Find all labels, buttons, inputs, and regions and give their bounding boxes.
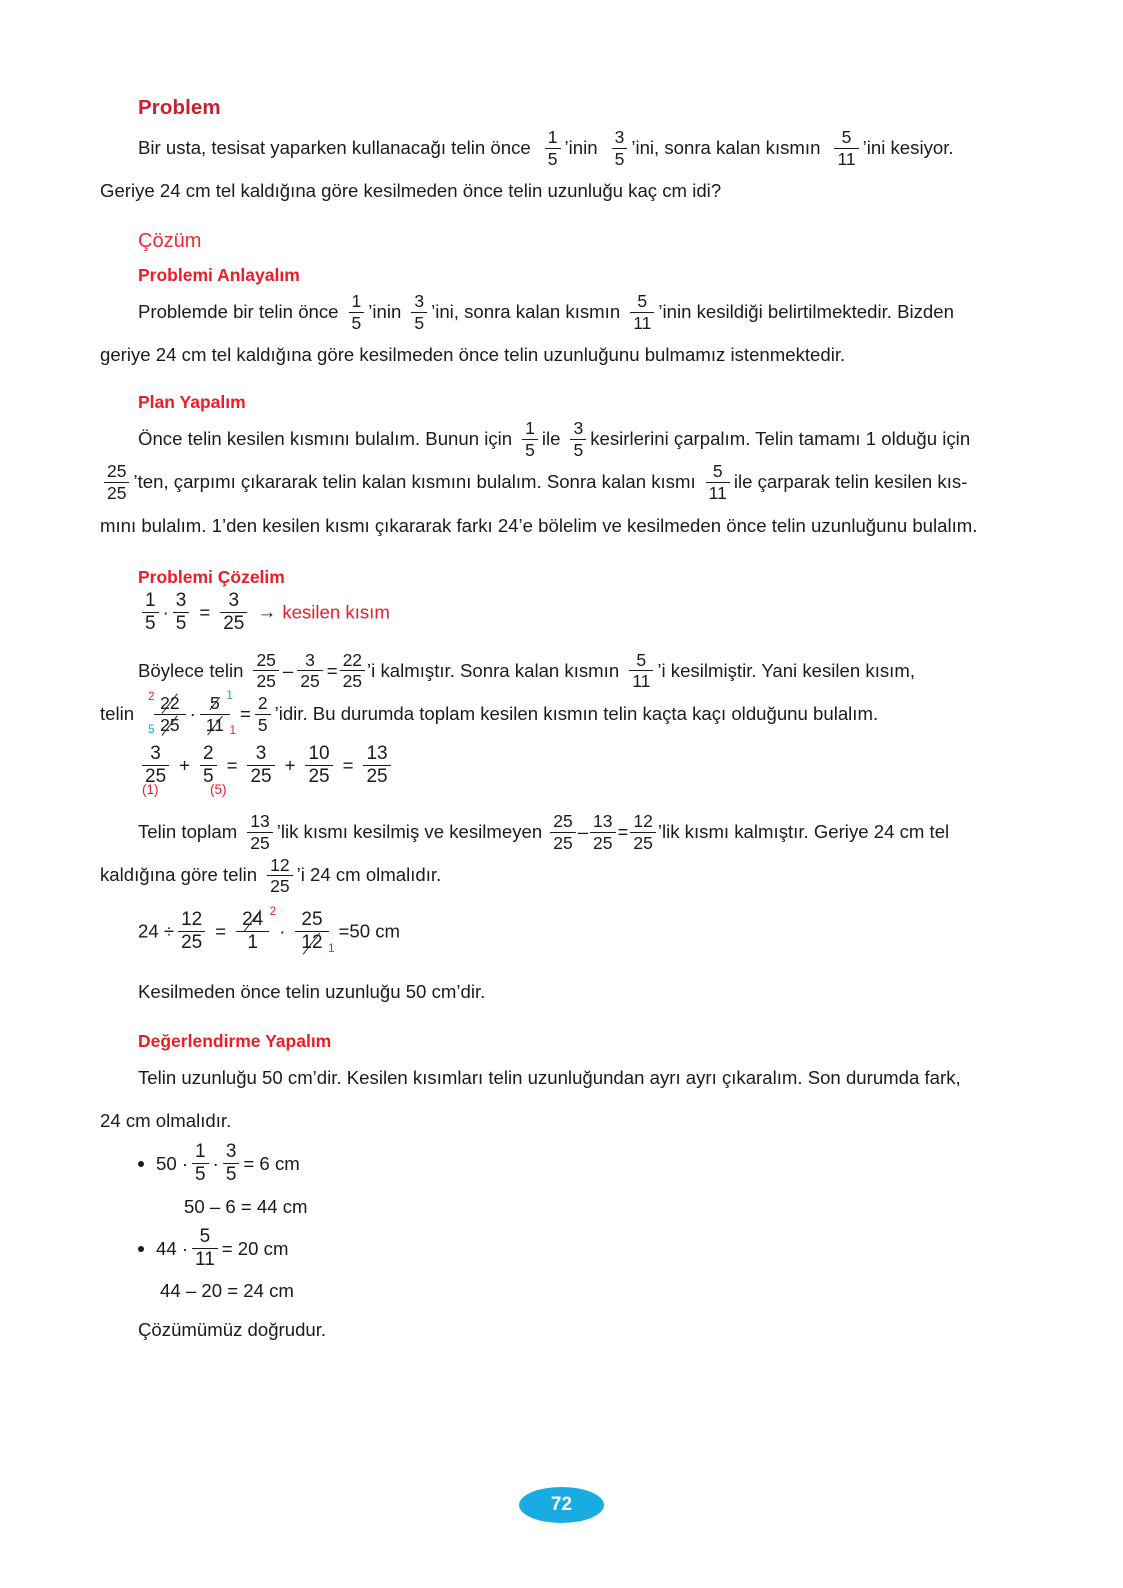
solution-heading: Çözüm [138, 230, 202, 253]
understand-paragraph [100, 290, 1012, 376]
evaluate-heading: Değerlendirme Yapalım [138, 1030, 332, 1051]
evaluate-final-text: Çözümümüz doğrudur. [138, 1319, 327, 1341]
problem-text-b: ’inin [564, 137, 598, 158]
eq3-text-b: ’idir. Bu durumda toplam kesilen kısmın telin kaçta kaçı olduğunu bulalım. [274, 702, 879, 724]
fraction-5-11: $\frac{5}{11}$ [192, 1227, 218, 1270]
fraction-3-5: $\frac{3}{5}$ [173, 591, 190, 634]
operator-multiply: · [212, 1152, 219, 1174]
fraction-10-25: $\frac{10}{25}$ [305, 744, 332, 787]
eq5-text-b: ’lik kısmı kesilmiş ve kesilmeyen [276, 821, 543, 843]
fraction-1-5: $\frac{1}{5}$ [192, 1142, 209, 1185]
fraction-5-11: $\frac{5}{11}$ [834, 128, 858, 168]
problem-text-c: ’ini, sonra kalan kısmın [631, 137, 821, 158]
page-number-badge [519, 1487, 604, 1523]
eq3-text-a: telin [100, 702, 135, 724]
fraction-12-25: $\frac{12}{25}$ [267, 856, 292, 896]
plan-text-b: ile [541, 428, 561, 450]
fraction-13-25: $\frac{13}{25}$ [363, 744, 390, 787]
bullet1-tail: = 6 cm [243, 1152, 300, 1174]
evaluate-text-a: Telin uzunluğu 50 cm’dir. Kesilen kısımları telin uzunluğundan ayrı ayrı çıkaralım. Son durumda fark, [138, 1066, 961, 1088]
fraction-3-25: $\frac{3}{25}$ [247, 744, 274, 787]
arrow-icon: → [257, 602, 277, 624]
operator-minus: – [577, 821, 589, 843]
equation-1-label: kesilen kısım [282, 601, 390, 623]
fraction-3-5: $\frac{3}{5}$ [223, 1142, 240, 1185]
understand-heading: Problemi Anlayalım [138, 265, 300, 286]
operator-minus: – [282, 659, 294, 681]
understand-text-d: ’inin kesildiği belirtilmektedir. Bizden [658, 301, 954, 323]
understand-text-e: geriye 24 cm tel kaldığına göre kesilmeden önce telin uzunluğunu bulmamız istenmektedir. [100, 344, 846, 366]
list-item [138, 1227, 1012, 1272]
cancelled-24: 24 [242, 908, 264, 930]
fraction-3-5: $\frac{3}{5}$ [570, 419, 586, 459]
eq2-text-b: ’i kalmıştır. Sonra kalan kısmın [367, 659, 620, 681]
plan-text-f: mını bulalım. 1’den kesilen kısmı çıkararak farkı 24’e bölelim ve kesilmeden önce telin uzunluğunu bulalım. [100, 514, 978, 536]
fraction-3-5: $\frac{3}{5}$ [411, 292, 427, 332]
fraction-3-25: $\frac{3}{25}$ [220, 591, 247, 634]
page-content [100, 96, 1012, 1349]
equals-sign: = [326, 659, 338, 681]
fraction-22-25: $\frac{22}{25}$ [340, 651, 365, 691]
fraction-13-25: $\frac{13}{25}$ [247, 812, 272, 852]
equals-sign: = [199, 601, 211, 623]
evaluate-subline-1: 50 – 6 = 44 cm [184, 1195, 308, 1217]
understand-text-a: Problemde bir telin önce [138, 301, 339, 323]
cancel-mark-num: 1 [226, 690, 233, 702]
plan-text-a: Önce telin kesilen kısmını bulalım. Bunun için [138, 428, 513, 450]
problem-text-e: Geriye 24 cm tel kaldığına göre kesilmeden önce telin uzunluğu kaç cm idi? [100, 180, 722, 202]
bullet-icon [138, 1161, 144, 1167]
equals-sign: = [342, 754, 354, 776]
evaluate-bullet-list [100, 1142, 1012, 1187]
evaluate-final [100, 1311, 1012, 1349]
understand-text-c: ’ini, sonra kalan kısmın [431, 301, 621, 323]
fraction-3-25: $\frac{3}{25}$ [142, 744, 169, 787]
bullet2-lead: 44 · [156, 1237, 189, 1259]
fraction-5-11: $\frac{5}{11}$ [706, 462, 730, 502]
plan-text-c: kesirlerini çarpalım. Telin tamamı 1 olduğu için [590, 428, 971, 450]
lcd-hint-5: (5) [210, 782, 227, 798]
fraction-1-5: $\frac{1}{5}$ [349, 292, 365, 332]
equation-2-paragraph [100, 649, 1012, 692]
cancelled-5: 5 [210, 693, 220, 713]
plan-text-d: ’ten, çarpımı çıkararak telin kalan kısmını bulalım. Sonra kalan kısmı [133, 471, 696, 493]
bullet2-tail: = 20 cm [221, 1237, 289, 1259]
lcd-hint-1: (1) [142, 782, 159, 798]
evaluate-subline-2: 44 – 20 = 24 cm [160, 1280, 294, 1302]
problem-heading: Problem [138, 96, 221, 119]
equals-sign: = [239, 702, 251, 724]
eq6-result: 50 cm [349, 920, 401, 942]
equation-3-paragraph [100, 692, 1012, 735]
cancelled-25: 25 [160, 714, 180, 735]
operator-multiply: · [162, 601, 169, 623]
plan-paragraph [100, 417, 1012, 546]
fraction-1-5: $\frac{1}{5}$ [522, 419, 538, 459]
eq5-text-e: ’i 24 cm olmalıdır. [296, 864, 442, 886]
cancel-mark-den: 1 [229, 724, 236, 737]
equation-1 [138, 589, 1012, 635]
solve-conclusion [100, 970, 1012, 1013]
fraction-5-11: $\frac{5}{11}$ [629, 651, 653, 691]
fraction-12-25: $\frac{12}{25}$ [178, 910, 205, 953]
bullet-icon [138, 1246, 144, 1252]
equation-6 [138, 905, 1012, 956]
eq6-lead: 24 ÷ [138, 920, 175, 942]
solve-conclusion-text: Kesilmeden önce telin uzunluğu 50 cm’dir. [138, 980, 486, 1002]
operator-multiply: · [189, 702, 196, 724]
fraction-25-12-cancelled: 25 12 1 [295, 910, 328, 953]
fraction-25-25: $\frac{25}{25}$ [253, 651, 278, 691]
cancelled-11: 11 [205, 714, 224, 735]
plan-heading: Plan Yapalım [138, 392, 246, 413]
plan-text-e: ile çarparak telin kesilen kıs- [733, 471, 968, 493]
fraction-1-5: $\frac{1}{5}$ [545, 128, 561, 168]
evaluate-bullet-list-2 [100, 1227, 1012, 1272]
equation-4 [138, 745, 1012, 788]
fraction-1-5: $\frac{1}{5}$ [142, 591, 159, 634]
cancel-mark-den: 1 [328, 943, 335, 956]
fraction-24-1-cancelled: 24 2 1 [236, 910, 269, 953]
problem-text-a: Bir usta, tesisat yaparken kullanacağı telin önce [138, 137, 531, 158]
cancel-mark-num: 2 [269, 905, 277, 918]
fraction-25-25: $\frac{25}{25}$ [104, 462, 129, 502]
operator-plus: + [179, 754, 190, 776]
equals-sign: = [617, 821, 629, 843]
cancelled-12: 12 [301, 931, 323, 953]
equals-sign: = [215, 920, 227, 942]
fraction-22-25-cancelled [148, 691, 185, 736]
fraction-5-11-cancelled [200, 690, 236, 737]
page-number: 72 [550, 1494, 573, 1515]
fraction-5-11: $\frac{5}{11}$ [630, 292, 654, 332]
evaluate-text-b: 24 cm olmalıdır. [100, 1109, 232, 1131]
equals-sign: = [226, 754, 238, 776]
fraction-13-25: $\frac{13}{25}$ [590, 812, 615, 852]
list-item [138, 1142, 1012, 1187]
cancelled-22: 22 [160, 693, 180, 713]
fraction-3-25: $\frac{3}{25}$ [297, 651, 322, 691]
eq5-text-d: kaldığına göre telin [100, 864, 258, 886]
fraction-2-5: $\frac{2}{5}$ [255, 694, 271, 734]
cancel-mark-num: 2 [148, 691, 155, 703]
fraction-25-25: $\frac{25}{25}$ [550, 812, 575, 852]
eq2-text-a: Böylece telin [138, 659, 244, 681]
eq2-text-c: ’i kesilmiştir. Yani kesilen kısım, [657, 659, 915, 681]
operator-plus: + [284, 754, 296, 776]
equals-sign: = [338, 920, 350, 942]
understand-text-b: ’inin [368, 301, 402, 323]
cancel-mark-den: 5 [148, 723, 155, 736]
eq5-text-a: Telin toplam [138, 821, 238, 843]
operator-multiply: · [279, 920, 286, 942]
evaluate-paragraph [100, 1056, 1012, 1142]
problem-text-d: ’ini kesiyor. [862, 137, 954, 158]
fraction-12-25: $\frac{12}{25}$ [630, 812, 655, 852]
fraction-3-5: $\frac{3}{5}$ [612, 128, 628, 168]
eq5-text-c: ’lik kısmı kalmıştır. Geriye 24 cm tel [657, 821, 950, 843]
equation-5-paragraph [100, 810, 1012, 896]
bullet1-lead: 50 · [156, 1152, 189, 1174]
fraction-2-5: $\frac{2}{5}$ [200, 744, 217, 787]
problem-statement [100, 126, 1012, 212]
solve-heading: Problemi Çözelim [138, 566, 285, 587]
